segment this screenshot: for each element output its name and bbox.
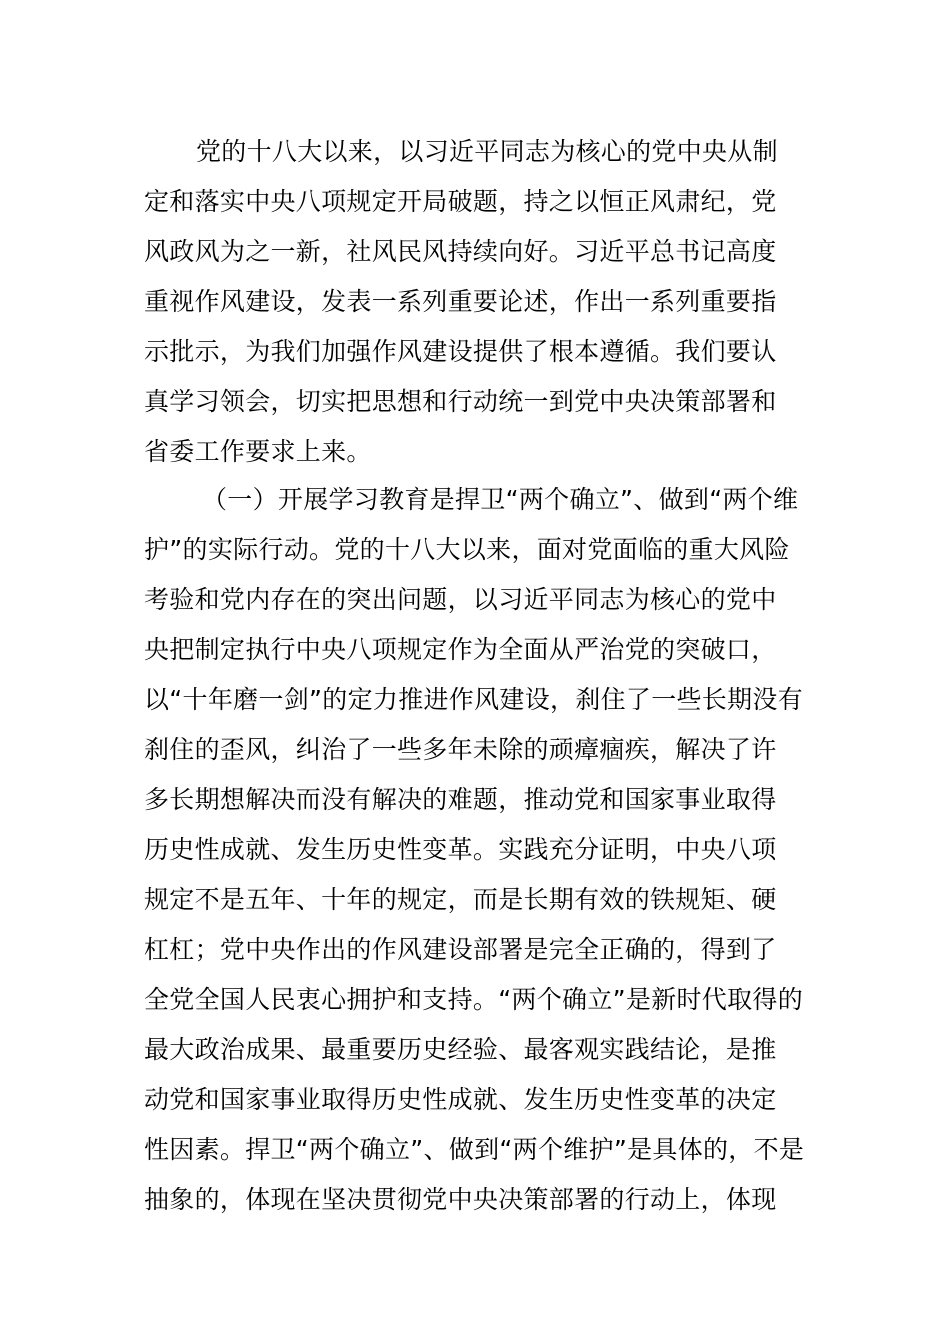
paragraph-line: 历史性成就、发生历史性变革。实践充分证明，中央八项 [144,835,777,864]
paragraph-line: 抽象的，体现在坚决贯彻党中央决策部署的行动上，体现 [144,1185,777,1214]
paragraph-line: 全党全国人民衷心拥护和支持。“两个确立”是新时代取得的 [144,985,804,1014]
paragraph-line: 性因素。捍卫“两个确立”、做到“两个维护”是具体的，不是 [144,1135,805,1164]
paragraph-line: 以“十年磨一剑”的定力推进作风建设，刹住了一些长期没有 [144,685,804,714]
paragraph-line: （一）开展学习教育是捍卫“两个确立”、做到“两个维 [202,485,799,514]
paragraph-line: 央把制定执行中央八项规定作为全面从严治党的突破口， [144,635,777,664]
paragraph-section-one [144,475,814,1225]
paragraph-line: 省委工作要求上来。 [144,437,372,466]
paragraph-line: 重视作风建设，发表一系列重要论述，作出一系列重要指 [144,287,777,316]
paragraph-line: 护”的实际行动。党的十八大以来，面对党面临的重大风险 [144,535,790,564]
paragraph-line: 动党和国家事业取得历史性成就、发生历史性变革的决定 [144,1085,777,1114]
paragraph-line: 杠杠；党中央作出的作风建设部署是完全正确的，得到了 [144,935,777,964]
paragraph-line: 定和落实中央八项规定开局破题，持之以恒正风肃纪，党 [144,187,777,216]
paragraph-line: 刹住的歪风，纠治了一些多年未除的顽瘴痼疾，解决了许 [144,735,777,764]
paragraph-intro [144,127,814,477]
paragraph-line: 真学习领会，切实把思想和行动统一到党中央决策部署和 [144,387,777,416]
paragraph-line: 考验和党内存在的突出问题，以习近平同志为核心的党中 [144,585,777,614]
paragraph-line: 风政风为之一新，社风民风持续向好。习近平总书记高度 [144,237,777,266]
paragraph-line: 多长期想解决而没有解决的难题，推动党和国家事业取得 [144,785,777,814]
paragraph-line: 规定不是五年、十年的规定，而是长期有效的铁规矩、硬 [144,885,777,914]
paragraph-line: 党的十八大以来，以习近平同志为核心的党中央从制 [196,137,778,166]
paragraph-line: 示批示，为我们加强作风建设提供了根本遵循。我们要认 [144,337,777,366]
paragraph-line: 最大政治成果、最重要历史经验、最客观实践结论，是推 [144,1035,777,1064]
